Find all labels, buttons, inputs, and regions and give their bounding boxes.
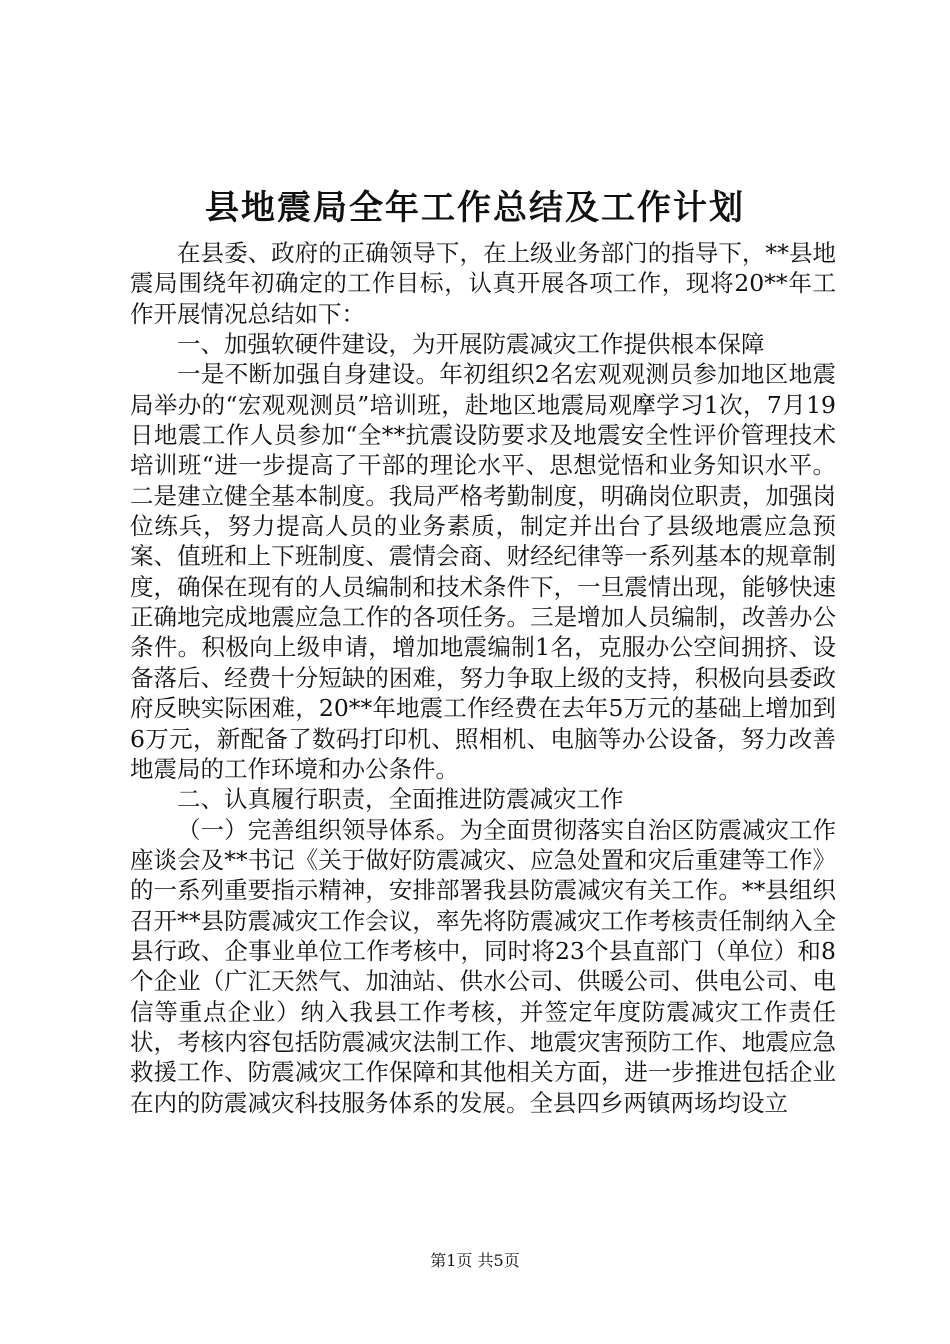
document-body [130, 238, 836, 1118]
section-heading-2: 二、认真履行职责，全面推进防震减灾工作 [177, 785, 624, 814]
section-heading-1: 一、加强软硬件建设，为开展防震减灾工作提供根本保障 [177, 330, 765, 359]
paragraph-section-2: （一）完善组织领导体系。为全面贯彻落实自治区防震减灾工作座谈会及**书记《关于做好防震减灾、应急处置和灾后重建等工作》的一系列重要指示精神，安排部署我县防震减灾有关工作。**县组织召开**县防震减灾工作会议，率先将防震减灾工作考核责任制纳入全县行政、企事业单位工作考核中，同时将23个县直部门（单位）和8个企业（广汇天然气、加油站、供水公司、供暖公司、供电公司、电信等重点企业）纳入我县工作考核，并签定年度防震减灾工作责任状，考核内容包括防震减灾法制工作、地震灾害预防工作、地震应急救援工作、防震减灾工作保障和其他相关方面，进一步推进包括企业在内的防震减灾科技服务体系的发展。全县四乡两镇两场均设立 [130, 815, 836, 1117]
paragraph-section-1: 一是不断加强自身建设。年初组织2名宏观观测员参加地区地震局举办的“宏观观测员”培训班，赴地区地震局观摩学习1次，7月19日地震工作人员参加“全**抗震设防要求及地震安全性评价管理技术培训班“进一步提高了干部的理论水平、思想觉悟和业务知识水平。二是建立健全基本制度。我局严格考勤制度，明确岗位职责，加强岗位练兵，努力提高人员的业务素质，制定并出台了县级地震应急预案、值班和上下班制度、震情会商、财经纪律等一系列基本的规章制度，确保在现有的人员编制和技术条件下，一旦震情出现，能够快速正确地完成地震应急工作的各项任务。三是增加人员编制，改善办公条件。积极向上级申请，增加地震编制1名，克服办公空间拥挤、设备落后、经费十分短缺的困难，努力争取上级的支持，积极向县委政府反映实际困难，20**年地震工作经费在去年5万元的基础上增加到6万元，新配备了数码打印机、照相机、电脑等办公设备，努力改善地震局的工作环境和办公条件。 [130, 360, 836, 783]
paragraph-intro: 在县委、政府的正确领导下，在上级业务部门的指导下，**县地震局围绕年初确定的工作目标，认真开展各项工作，现将20**年工作开展情况总结如下： [130, 239, 836, 328]
page-footer: 第1页 共5页 [430, 1251, 520, 1270]
document-title: 县地震局全年工作总结及工作计划 [205, 188, 745, 228]
